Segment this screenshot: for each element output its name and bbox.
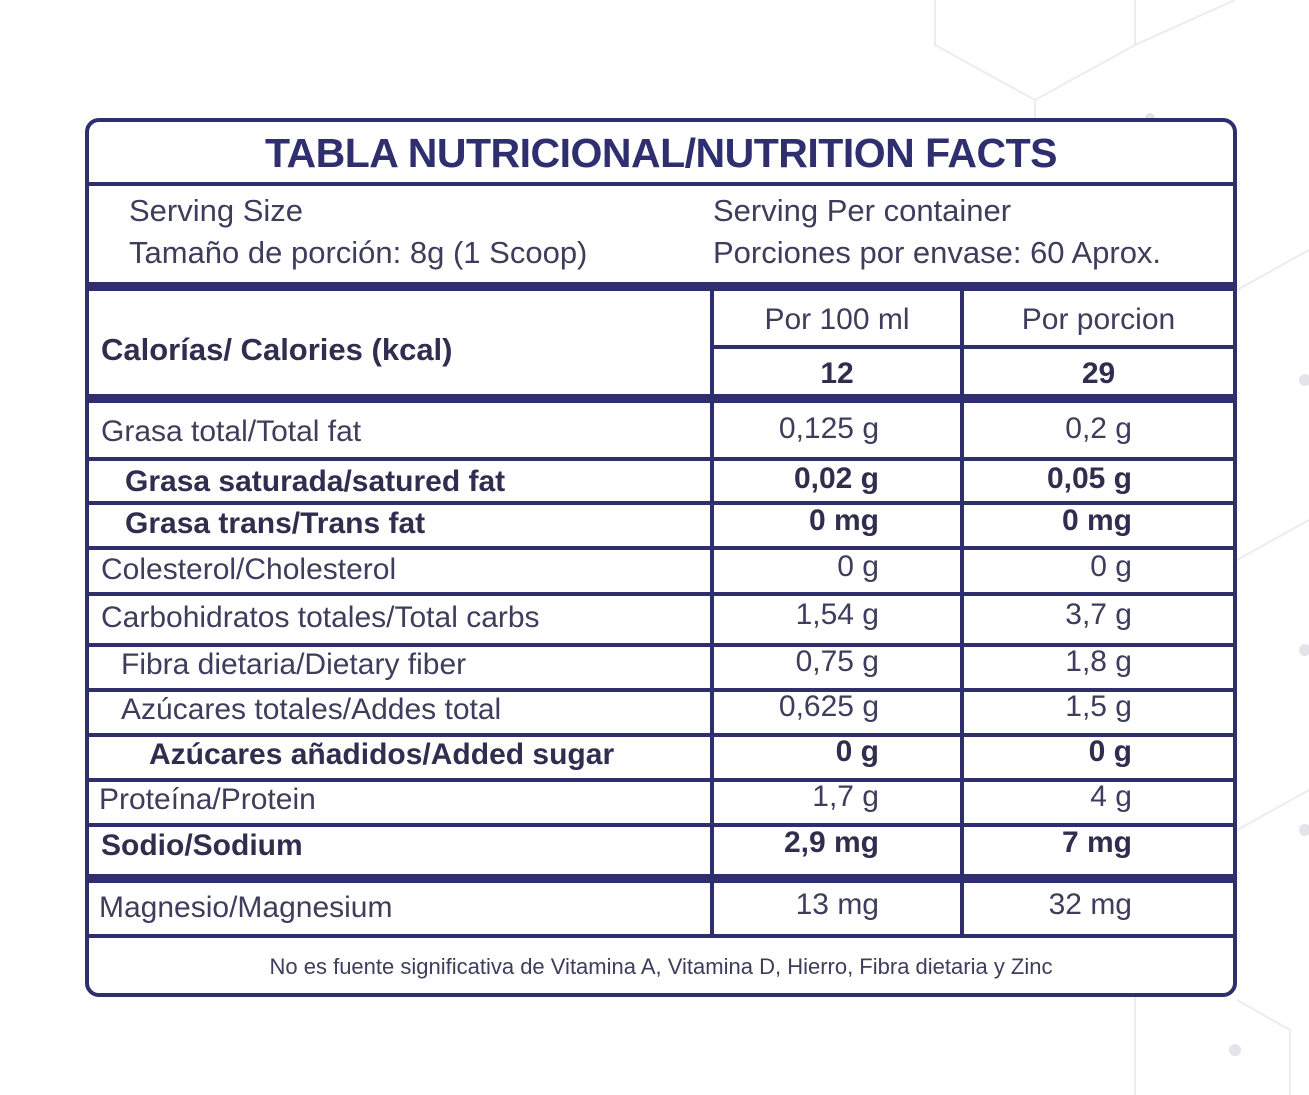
value-per-serving: 1,5 g bbox=[1065, 690, 1132, 723]
value-per-serving: 0,2 g bbox=[1065, 412, 1132, 445]
value-per-serving: 4 g bbox=[1090, 780, 1132, 813]
divider bbox=[89, 592, 1233, 596]
calories-label: Calorías/ Calories (kcal) bbox=[101, 332, 453, 367]
column-header-per-serving: Por porcion bbox=[1021, 303, 1176, 336]
nutrient-name-cholesterol: Colesterol/Cholesterol bbox=[101, 553, 397, 586]
value-per-100ml: 0 g bbox=[837, 550, 879, 583]
nutrient-name-sodium: Sodio/Sodium bbox=[101, 829, 303, 862]
serving-size-label: Serving Size bbox=[129, 193, 304, 228]
value-per-100ml: 0,625 g bbox=[778, 690, 879, 723]
mineral-name-magnesium: Magnesio/Magnesium bbox=[99, 891, 393, 924]
divider bbox=[89, 934, 1233, 938]
serving-info bbox=[89, 186, 1233, 287]
nutrient-name-total-sugars: Azúcares totales/Addes total bbox=[121, 693, 502, 726]
servings-per-container-value: Porciones por envase: 60 Aprox. bbox=[713, 235, 1162, 270]
value-per-100ml: 13 mg bbox=[795, 888, 879, 921]
value-per-100ml: 0,75 g bbox=[795, 645, 879, 678]
value-per-100ml: 2,9 mg bbox=[783, 826, 879, 859]
nutrition-facts-panel bbox=[85, 118, 1237, 997]
serving-size bbox=[129, 190, 587, 274]
value-per-serving: 3,7 g bbox=[1065, 598, 1132, 631]
value-per-serving: 0 g bbox=[1088, 735, 1132, 768]
value-per-100ml: 1,54 g bbox=[795, 598, 879, 631]
servings-per-container-label: Serving Per container bbox=[713, 193, 1012, 228]
nutrient-name-trans-fat: Grasa trans/Trans fat bbox=[125, 507, 426, 540]
value-per-serving: 1,8 g bbox=[1065, 645, 1132, 678]
divider bbox=[714, 345, 1237, 349]
value-per-100ml: 0,02 g bbox=[793, 462, 879, 495]
value-per-serving: 7 mg bbox=[1061, 826, 1132, 859]
calories-per-100ml: 12 bbox=[820, 357, 854, 390]
value-per-100ml: 1,7 g bbox=[812, 780, 879, 813]
nutrient-name-added-sugar: Azúcares añadidos/Added sugar bbox=[149, 738, 615, 771]
value-per-100ml: 0 g bbox=[835, 735, 879, 768]
value-per-serving: 0,05 g bbox=[1046, 462, 1132, 495]
value-per-serving: 0 g bbox=[1090, 550, 1132, 583]
nutrient-name-total-carbs: Carbohidratos totales/Total carbs bbox=[101, 601, 540, 634]
value-per-serving: 0 mg bbox=[1061, 504, 1132, 537]
divider bbox=[89, 282, 1233, 291]
nutrient-name-saturated-fat: Grasa saturada/satured fat bbox=[125, 465, 506, 498]
value-per-100ml: 0 mg bbox=[808, 504, 879, 537]
serving-size-value: Tamaño de porción: 8g (1 Scoop) bbox=[129, 235, 588, 270]
calories-per-serving: 29 bbox=[1081, 357, 1116, 390]
divider bbox=[89, 874, 1233, 883]
table-title: TABLA NUTRICIONAL/NUTRITION FACTS bbox=[89, 122, 1233, 186]
nutrient-name-dietary-fiber: Fibra dietaria/Dietary fiber bbox=[121, 648, 467, 681]
divider bbox=[89, 394, 1233, 403]
divider bbox=[89, 457, 1233, 461]
footnote: No es fuente significativa de Vitamina A, Vitamina D, Hierro, Fibra dietaria y Zinc bbox=[269, 954, 1053, 979]
value-per-100ml: 0,125 g bbox=[778, 412, 879, 445]
servings-per-container bbox=[713, 190, 1161, 274]
nutrient-name-total-fat: Grasa total/Total fat bbox=[101, 415, 362, 448]
nutrient-name-protein: Proteína/Protein bbox=[99, 783, 316, 816]
value-per-serving: 32 mg bbox=[1048, 888, 1132, 921]
column-header-per-100ml: Por 100 ml bbox=[764, 303, 910, 336]
